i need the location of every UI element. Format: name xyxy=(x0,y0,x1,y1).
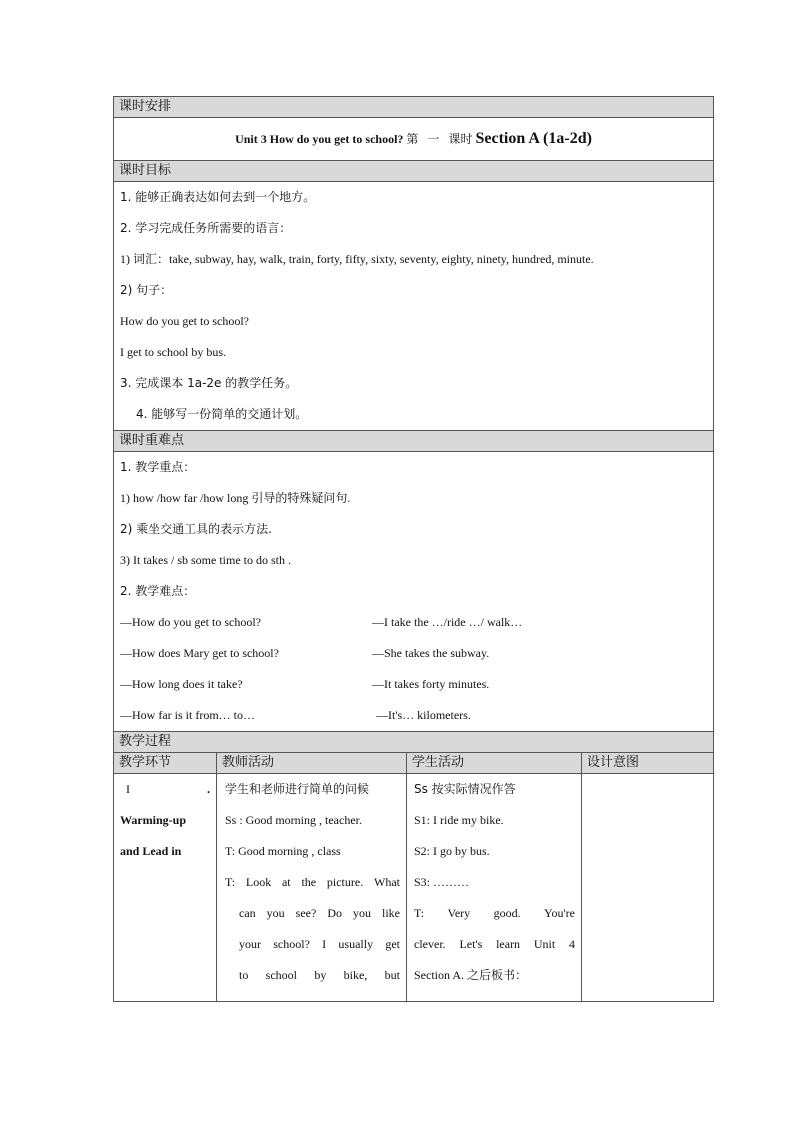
objective-line: 1) 词汇：take, subway, hay, walk, train, forty, fifty, sixty, seventy, eighty, ninety, hundred, minute. xyxy=(120,252,594,266)
objective-line: How do you get to school? xyxy=(120,314,249,328)
dialogue-answer: —She takes the subway. xyxy=(372,646,490,660)
word: the xyxy=(301,875,317,889)
lesson-title xyxy=(114,118,714,161)
word: Let's xyxy=(459,937,483,951)
dialogue-pair xyxy=(114,669,713,700)
word: school xyxy=(265,968,297,982)
word: get xyxy=(385,937,400,951)
stage-name: and Lead in xyxy=(120,844,182,858)
keypoint-line: 1. 教学重点： xyxy=(120,460,196,474)
word: I xyxy=(322,937,327,951)
word: school? xyxy=(273,937,310,951)
word: You're xyxy=(544,906,575,920)
word: learn xyxy=(496,937,521,951)
title-unit: Unit 3 How do you get to school? xyxy=(235,132,404,146)
stage-number-line xyxy=(120,774,216,805)
word: picture. xyxy=(326,875,364,889)
teacher-line: 学生和老师进行简单的问候 xyxy=(225,782,370,796)
dialogue-answer: —It takes forty minutes. xyxy=(372,677,490,691)
word: like xyxy=(381,906,400,920)
title-cn-yi: 一 xyxy=(427,132,440,146)
word: Do xyxy=(327,906,342,920)
student-line: S1: I ride my bike. xyxy=(414,813,504,827)
title-cn-di: 第 xyxy=(406,132,419,146)
teacher-line xyxy=(232,960,406,991)
col-header-teacher: 教师活动 xyxy=(217,753,407,774)
word: Unit xyxy=(533,937,556,951)
objective-line: 3. 完成课本 1a-2e 的教学任务。 xyxy=(120,376,298,390)
word: 4 xyxy=(569,937,575,951)
lesson-plan xyxy=(113,96,713,1002)
objective-line: 4. 能够写一份简单的交通计划。 xyxy=(136,407,308,421)
student-line: Section A. 之后板书： xyxy=(414,968,527,982)
col-header-student: 学生活动 xyxy=(407,753,582,774)
teacher-label: T: xyxy=(225,875,236,889)
dialogue-question: —How does Mary get to school? xyxy=(120,646,279,660)
word: T: xyxy=(414,906,425,920)
title-section: Section A (1a-2d) xyxy=(475,130,592,147)
lesson-table xyxy=(113,96,714,1002)
objective-line: 2. 学习完成任务所需要的语言： xyxy=(120,221,292,235)
design-intent-cell xyxy=(582,774,714,1002)
word: What xyxy=(374,875,400,889)
student-line xyxy=(414,929,581,960)
teacher-line xyxy=(232,929,406,960)
word: you xyxy=(266,906,285,920)
student-line: Ss 按实际情况作答 xyxy=(414,782,516,796)
section-header-process: 教学过程 xyxy=(114,732,714,753)
word: clever. xyxy=(414,937,446,951)
dialogue-question: —How far is it from… to… xyxy=(120,708,255,722)
dialogue-answer: —I take the …/ride …/ walk… xyxy=(372,615,523,629)
dialogue-question: —How long does it take? xyxy=(120,677,243,691)
teacher-line xyxy=(225,867,406,898)
student-line: S2: I go by bus. xyxy=(414,844,490,858)
stage-cell xyxy=(114,774,217,1002)
dialogue-pair xyxy=(114,607,713,638)
word: but xyxy=(384,968,400,982)
dialogue-answer: —It's… kilometers. xyxy=(376,708,471,722)
keypoints-body xyxy=(114,452,714,732)
word: at xyxy=(281,875,291,889)
word: can xyxy=(239,906,256,920)
dialogue-pair xyxy=(114,638,713,669)
dialogue-question: —How do you get to school? xyxy=(120,615,261,629)
teacher-activity-cell xyxy=(217,774,407,1002)
objective-line: I get to school by bus. xyxy=(120,345,226,359)
col-header-stage: 教学环节 xyxy=(114,753,217,774)
student-activity-cell xyxy=(407,774,582,1002)
teacher-line xyxy=(232,898,406,929)
word: usually xyxy=(338,937,374,951)
dialogue-pair xyxy=(114,700,713,731)
keypoint-line: 2. 教学难点： xyxy=(120,584,196,598)
stage-dot: . xyxy=(207,782,210,796)
teacher-line: Ss : Good morning , teacher. xyxy=(225,813,362,827)
section-header-objectives: 课时目标 xyxy=(114,161,714,182)
teacher-line: T: Good morning , class xyxy=(225,844,341,858)
word: bike, xyxy=(343,968,368,982)
keypoint-line: 3) It takes / sb some time to do sth . xyxy=(120,553,291,567)
student-line xyxy=(414,898,581,929)
keypoint-line: 1) how /how far /how long 引导的特殊疑问句. xyxy=(120,491,351,505)
col-header-design: 设计意图 xyxy=(582,753,714,774)
student-line: S3: ……… xyxy=(414,875,470,889)
objective-line: 1. 能够正确表达如何去到一个地方。 xyxy=(120,190,316,204)
word: your xyxy=(239,937,261,951)
word: see? xyxy=(295,906,317,920)
keypoint-line: 2) 乘坐交通工具的表示方法. xyxy=(120,522,272,536)
objective-line: 2) 句子： xyxy=(120,283,173,297)
objectives-body xyxy=(114,182,714,431)
stage-name: Warming-up xyxy=(120,813,187,827)
section-header-keypoints: 课时重难点 xyxy=(114,431,714,452)
word: Very xyxy=(447,906,471,920)
word: Look xyxy=(245,875,272,889)
word: good. xyxy=(493,906,521,920)
stage-number: I xyxy=(126,782,130,796)
word: by xyxy=(314,968,327,982)
word: to xyxy=(239,968,249,982)
title-cn-keshi: 课时 xyxy=(448,132,473,146)
section-header-arrangement: 课时安排 xyxy=(114,97,714,118)
word: you xyxy=(352,906,371,920)
